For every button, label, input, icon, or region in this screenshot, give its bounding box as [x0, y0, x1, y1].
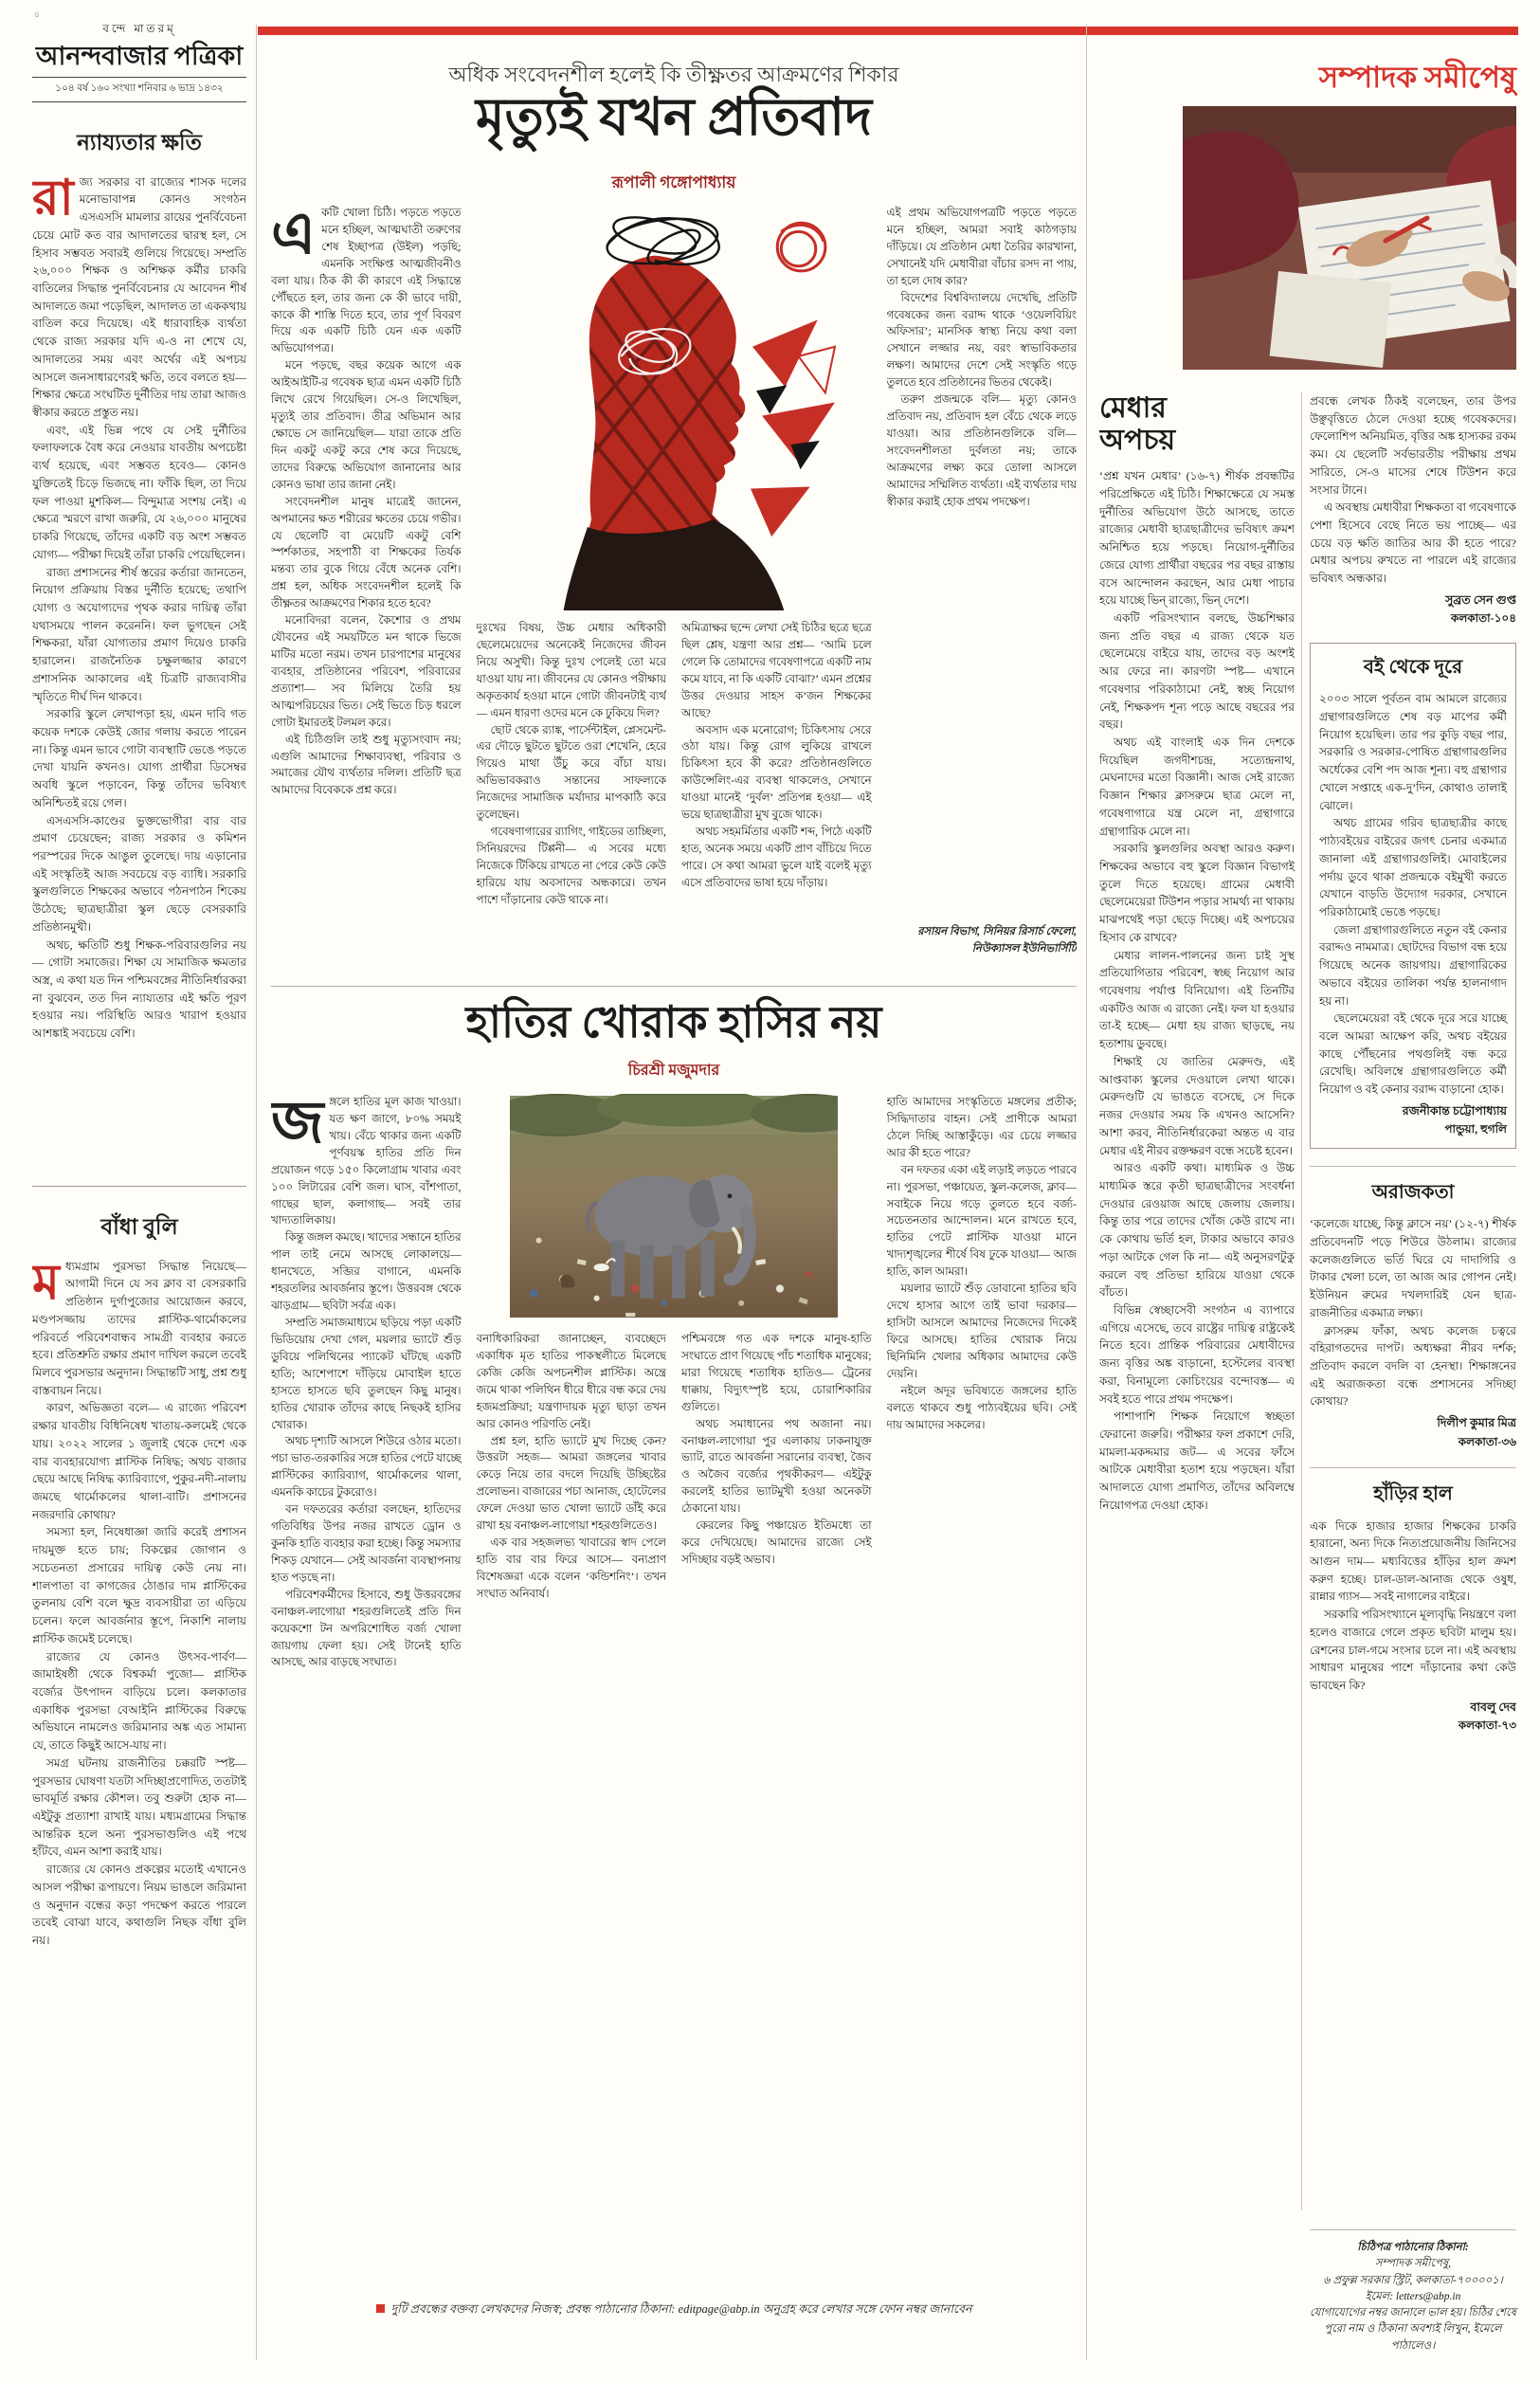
editorial-1-headline: ন্যায্যতার ক্ষতি: [77, 130, 202, 155]
letter-4-headline: হাঁড়ির হাল: [1373, 1483, 1453, 1505]
main-article-body: [271, 205, 1077, 961]
second-article-col-3: পশ্চিমবঙ্গে গত এক দশকে মানুষ-হাতি সংঘাতে প্রাণ গিয়েছে পাঁচ শতাধিক মানুষের; মারা গিয়েছে শতাধিক হাতিও— ট্রেনের ধাক্কায়, বিদ্যুৎস্পৃষ্ট হয়ে, চোরাশিকারির গুলিতে। অথচ সমাধানের পথ অজানা নয়। বনাঞ্চল-লাগোয়া পুর এলাকায় ঢাকনাযুক্ত ভ্যাট, রাতে আবর্জনা সরানোর ব্যবস্থা, জৈব ও অজৈব বর্জ্যের পৃথকীকরণ— এইটুকু করলেই হাতির ভ্যাটমুখী হওয়া অনেকটা ঠেকানো যায়। কেরলের কিছু পঞ্চায়েত ইতিমধ্যে তা করে দেখিয়েছে। আমাদের রাজ্যে সেই সদিচ্ছার বড়ই অভাব।: [681, 1332, 872, 1566]
editorial-2-body: ম ধ্যমগ্রাম পুরসভা সিদ্ধান্ত নিয়েছে— আগামী দিনে যে সব ক্লাব বা বেসরকারি প্রতিষ্ঠান দুর্গাপুজোর আয়োজন করবে, মণ্ডপসজ্জায় তাদের প্লাস্টিক-থার্মোকলের পরিবর্তে পরিবেশবান্ধব সামগ্রী ব্যবহার করতে হবে। প্রতিশ্রুতি রক্ষার প্রমাণ দাখিল করলে তবেই মিলবে পুরসভার অনুদান। সিদ্ধান্তটি সাধু, প্রশ্ন শুধু বাস্তবায়ন নিয়ে। কারণ, অভিজ্ঞতা বলে— এ রাজ্যে পরিবেশ রক্ষার যাবতীয় বিধিনিষেধ খাতায়-কলমেই থেকে যায়। ২০২২ সালের ১ জুলাই থেকে দেশে এক বার ব্যবহারযোগ্য প্লাস্টিক নিষিদ্ধ; অথচ বাজার ছেয়ে আছে নিষিদ্ধ ক্যারিব্যাগে, পুকুর-নদী-নালায় জমছে থার্মোকলের থালা-বাটি। প্রশাসনের নজরদারি কোথায়? সমস্যা হল, নিষেধাজ্ঞা জারি করেই প্রশাসন দায়মুক্ত হতে চায়; বিকল্পের জোগান ও সচেতনতা প্রসারের দায়িত্ব কেউ নেয় না। শালপাতা বা কাগজের ঠোঙার দাম প্লাস্টিকের তুলনায় বেশি বলে ক্ষুদ্র ব্যবসায়ীরা তা এড়িয়ে চলেন। ফলে আবর্জনার স্তূপে, নিকাশি নালায় প্লাস্টিক জমেই চলেছে। রাজ্যের যে কোনও উৎসব-পার্বণ— জামাইষষ্ঠী থেকে বিশ্বকর্মা পুজো— প্লাস্টিক বর্জ্যের উৎপাদন বাড়িয়ে চলে। কলকাতার একাধিক পুরসভা বেআইনি প্লাস্টিকের বিরুদ্ধে অভিযানে নামলেও জরিমানার অঙ্ক এত সামান্য যে, তাতে কিছুই আসে-যায় না। সমগ্র ঘটনায় রাজনীতির চক্করটি স্পষ্ট— পুরসভার ঘোষণা যতটা সদিচ্ছাপ্রণোদিত, ততটাই ভাবমূর্তি রক্ষার কৌশল। তবু শুরুটা হোক না— এইটুকু প্রত্যাশা রাখাই যায়। মধ্যমগ্রামের সিদ্ধান্ত আন্তরিক হলে অন্য পুরসভাগুলিও এই পথে হাঁটবে, এমন আশা করাই যায়। রাজ্যের যে কোনও প্রকল্পের মতোই এখানেও আসল পরীক্ষা রূপায়ণে। নিয়ম ভাঙলে জরিমানা ও অনুদান বন্ধের কড়া পদক্ষেপ করতে পারলে তবেই বোঝা যাবে, কথাগুলি নিছক বাঁধা বুলি নয়।: [32, 1257, 246, 1947]
main-article-byline: রূপালী গঙ্গোপাধ্যায়: [611, 173, 736, 191]
main-article-dropcap: এ: [271, 205, 317, 266]
letters-column-b: [1310, 392, 1516, 2210]
page-folio: ৪: [34, 9, 40, 19]
letter-2-place: পান্ডুয়া, হুগলি: [1444, 1122, 1507, 1136]
main-article-headline: মৃত্যুই যখন প্রতিবাদ: [475, 88, 872, 146]
second-article-col-2: বনাধিকারিকরা জানাচ্ছেন, ব্যবচ্ছেদে একাধিক মৃত হাতির পাকস্থলীতে মিলেছে কেজি কেজি অপচনশীল প্লাস্টিক। অন্ত্রে জমে থাকা পলিথিন ধীরে ধীরে বন্ধ করে দেয় হজমপ্রক্রিয়া; যন্ত্রণাদায়ক মৃত্যু ছাড়া তখন আর কোনও পরিণতি নেই। প্রশ্ন হল, হাতি ভ্যাটে মুখ দিচ্ছে কেন? উত্তরটা সহজ— আমরা জঙ্গলের খাবার কেড়ে নিয়ে তার বদলে দিয়েছি উচ্ছিষ্টের প্রলোভন। বাজারের পচা আনাজ, হোটেলের ফেলে দেওয়া ভাত খোলা ভ্যাটে ডাঁই করে রাখা হয় বনাঞ্চল-লাগোয়া শহরগুলিতেও। এক বার সহজলভ্য খাবারের স্বাদ পেলে হাতি বার বার ফিরে আসে— বন্যপ্রাণ বিশেষজ্ঞরা একে বলেন ‘কন্ডিশনিং’। তখন সংঘাত অনিবার্য।: [476, 1332, 666, 1600]
column-rule-left: [256, 25, 257, 2360]
masthead-motto: বন্দে মাতরম্: [102, 22, 176, 35]
editorial-2-headline: বাঁধা বুলি: [100, 1214, 178, 1239]
exam-checking-photo: [1183, 106, 1516, 370]
second-article-headline: হাতির খোরাক হাসির নয়: [465, 998, 882, 1046]
letter-2-body: ২০০৩ সালে পূর্বতন বাম আমলে রাজ্যের গ্রন্থাগারগুলিতে শেষ বড় মাপের কর্মী নিয়োগ হয়েছিল। তার পর কুড়ি বছর পার, সরকারি ও সরকার-পোষিত গ্রন্থাগারগুলির অর্ধেকের বেশি পদ আজ শূন্য। বহু গ্রন্থাগার খোলে সপ্তাহে এক-দু’দিন, কোথাও তালাই ঝোলে। অথচ গ্রামের গরিব ছাত্রছাত্রীর কাছে পাঠ্যবইয়ের বাইরের জগৎ চেনার একমাত্র জানালা এই গ্রন্থাগারগুলিই। মোবাইলের পর্দায় ডুবে থাকা প্রজন্মকে বইমুখী করতে যেখানে বাড়তি উদ্যোগ দরকার, সেখানে পরিকাঠামোই ভেঙে পড়ছে। জেলা গ্রন্থাগারগুলিতে নতুন বই কেনার বরাদ্দও নামমাত্র। ছোটদের বিভাগ বন্ধ হয়ে গিয়েছে অনেক জায়গায়। গ্রন্থাগারিকের অভাবে বইয়ের তালিকা পর্যন্ত হালনাগাদ হয় না। ছেলেমেয়েরা বই থেকে দূরে সরে যাচ্ছে বলে আমরা আক্ষেপ করি, অথচ বইয়ের কাছে পৌঁছনোর পথগুলিই বন্ধ করে রেখেছি। অবিলম্বে গ্রন্থাগারগুলিতে কর্মী নিয়োগ ও বই কেনার বরাদ্দ বাড়ানো হোক।: [1319, 692, 1507, 1097]
editorial-divider: [32, 1186, 246, 1187]
column-rule-right: [1086, 25, 1087, 2360]
opinion-page-footnote: দুটি প্রবন্ধের বক্তব্য লেখকদের নিজস্ব; প্রবন্ধ পাঠানোর ঠিকানা: editpage@abp.in অনুগ্রহ করে লেখার সঙ্গে ফোন নম্বর জানাবেন: [271, 2301, 1077, 2320]
letter-4-signature: বাবলু দেব: [1470, 1700, 1516, 1714]
letter-1-signature: সুব্রত সেন গুপ্ত: [1445, 592, 1516, 607]
second-article-byline: চিরশ্রী মজুমদার: [627, 1063, 720, 1079]
letter-4-body: এক দিকে হাজার হাজার শিক্ষকের চাকরি হারানো, অন্য দিকে নিত্যপ্রয়োজনীয় জিনিসের আগুন দাম— মধ্যবিত্তের হাঁড়ির হাল ক্রমশ করুণ হচ্ছে। চাল-ডাল-আনাজ থেকে ওষুধ, রান্নার গ্যাস— সবই নাগালের বাইরে। সরকারি পরিসংখ্যানে মূল্যবৃদ্ধি নিয়ন্ত্রণে বলা হলেও বাজারে গেলে প্রকৃত ছবিটা মালুম হয়। রেশনের চাল-গমে সংসার চলে না। এই অবস্থায় সাধারণ মানুষের পাশে দাঁড়ানোর কথা কেউ ভাবছেন কি?: [1310, 1518, 1516, 1693]
letter-2-signature: রজনীকান্ত চট্টোপাধ্যায়: [1402, 1103, 1507, 1118]
elephant-garbage-photo: [510, 1094, 838, 1319]
second-article-col-1: জ ঙ্গলে হাতির মূল কাজ খাওয়া। যত ক্ষণ জাগে, ৮০% সময়ই খায়। বেঁচে থাকার জন্য একটি পূর্ণবয়স্ক হাতির প্রতি দিন প্রয়োজন গড়ে ১৫০ কিলোগ্রাম খাবার এবং ১০০ লিটারের বেশি জল। ঘাস, বাঁশপাতা, গাছের ছাল, কলাগাছ— সবই তার খাদ্যতালিকায়। কিন্তু জঙ্গল কমছে। খাদ্যের সন্ধানে হাতির পাল তাই নেমে আসছে লোকালয়ে— ধানখেতে, সব্জির বাগানে, এমনকি শহরতলির আবর্জনার স্তূপে। উত্তরবঙ্গ থেকে ঝাড়গ্রাম— ছবিটা সর্বত্র এক। সম্প্রতি সমাজমাধ্যমে ছড়িয়ে পড়া একটি ভিডিয়োয় দেখা গেল, ময়লার ভ্যাটে শুঁড় ডুবিয়ে পলিথিনের প্যাকেট ঘাঁটছে একটি হাতি; আশেপাশে দাঁড়িয়ে মোবাইল হাতে হাসতে হাসতে ছবি তুলছেন কিছু মানুষ। হাতির খোরাক তাঁদের কাছে নিছকই হাসির খোরাক। অথচ দৃশ্যটি আসলে শিউরে ওঠার মতো। পচা ভাত-তরকারির সঙ্গে হাতির পেটে যাচ্ছে প্লাস্টিকের ক্যারিব্যাগ, থার্মোকলের থালা, এমনকি কাচের টুকরোও। বন দফতরের কর্তারা বলছেন, হাতিদের গতিবিধির উপর নজর রাখতে ড্রোন ও কুনকি হাতি ব্যবহার করা হচ্ছে। কিন্তু সমস্যার শিকড় যেখানে— সেই আবর্জনা ব্যবস্থাপনায় হাত পড়ছে না। পরিবেশকর্মীদের হিসাবে, শুধু উত্তরবঙ্গের বনাঞ্চল-লাগোয়া শহরগুলিতেই প্রতি দিন কয়েকশো টন অপরিশোধিত বর্জ্য খোলা জায়গায় ফেলা হয়। সেই টানেই হাতি আসছে, আর বাড়ছে সংঘাত।: [271, 1094, 462, 1669]
editorial-1-body: রা জ্য সরকার বা রাজ্যের শাসক দলের মনোভাবাপন্ন কোনও সংগঠন এসএসসি মামলার রায়ের পুনর্বিবেচনা চেয়ে মোট কত বার আদালতের দ্বারস্থ হল, সে হিসাব সম্ভবত সবারই গুলিয়ে গিয়েছে। সম্প্রতি ২৬,০০০ শিক্ষক ও অশিক্ষক কর্মীর চাকরি বাতিলের সিদ্ধান্ত পুনর্বিবেচনার যে আবেদন শীর্ষ আদালতে জমা পড়েছিল, আদালত তা এককথায় বাতিল করে দিয়েছে। এই ধারাবাহিক ব্যর্থতা থেকে রাজ্য সরকার যদি এ-ও না শেখে যে, আদালতের সময় এবং অর্থের এই অপচয় আসলে জনসাধারণেরই ক্ষতি, তবে বলতে হয়— শিক্ষার ক্ষেত্রে সংঘটিত দুর্নীতির দায় তারা আজও স্বীকার করতে প্রস্তুত নয়। এবং, এই ভিন্ন পথে যে সেই দুর্নীতির ফলাফলকে বৈধ করে নেওয়ার যাবতীয় অপচেষ্টা ব্যর্থ হয়েছে, এবং সম্ভবত হবেও— কোনও যুক্তিতেই চিড়ে ভিজছে না। ফাঁকি ছিল, তা দিয়ে ফল পাওয়া মুশকিল— বিন্দুমাত্র সংশয় নেই। এ ক্ষেত্রে স্মরণে রাখা জরুরি, যে ২৬,০০০ মানুষের চাকরি গিয়েছে, তাঁদের একটি বড় অংশ সম্ভবত যোগ্য— পরীক্ষা দিয়েই তাঁরা চাকরি পেয়েছিলেন। রাজ্য প্রশাসনের শীর্ষ স্তরের কর্তারা জানতেন, নিয়োগ প্রক্রিয়ায় বিস্তর দুর্নীতি হয়েছে; তথাপি যোগ্য ও অযোগ্যদের পৃথক করার দায়িত্ব তাঁরা যথাসময়ে পালন করেননি। ফল ভুগছেন সেই শিক্ষকরা, যাঁরা যোগ্যতার প্রমাণ দিয়েও চাকরি হারালেন। রাজনৈতিক চক্ষুলজ্জার কারণে প্রশাসনিক আকালের এই চিত্রটি রাজ্যবাসীর স্মৃতিতে দীর্ঘ দিন থাকবে। সরকারি স্কুলে লেখাপড়া হয়, এমন দাবি গত কয়েক দশকে কেউই জোর গলায় করতে পারেন না। কিন্তু এমন ভাবে গোটা ব্যবস্থাটি ভেঙে পড়তে দেখা যায়নি কখনও। যোগ্য প্রার্থীরা ডিসেম্বর অবধি স্কুলে পড়াবেন, কিন্তু তাঁদের ভবিষ্যৎ অনিশ্চিতই রয়ে গেল। এসএসসি-কাণ্ডের ভুক্তভোগীরা বার বার প্রমাণ চেয়েছেন; রাজ্য সরকার ও কমিশন পরস্পরের দিকে আঙুল তুলেছে। দায় এড়ানোর এই সংস্কৃতিই আজ সবচেয়ে বড় ব্যাধি। সরকারি স্কুলগুলিতে শিক্ষকের অভাবে পঠনপাঠন শিকেয় উঠেছে; ছাত্রছাত্রীরা স্কুল ছেড়ে বেসরকারি প্রতিষ্ঠানমুখী। অথচ, ক্ষতিটি শুধু শিক্ষক-পরিবারগুলির নয়— গোটা সমাজের। শিক্ষা যে সামাজিক ক্ষমতার অস্ত্র, এ কথা যত দিন পশ্চিমবঙ্গের নীতিনির্ধারকরা না বুঝবেন, তত দিন ন্যায্যতার এই ক্ষতি পূরণ হওয়ার নয়। পরিস্থিতি আরও খারাপ হওয়ার আশঙ্কাই সবচেয়ে বেশি।: [32, 173, 246, 1041]
red-square-bullet: [376, 2304, 385, 2313]
main-article-col-3: অমিত্রাক্ষর ছন্দে লেখা সেই চিঠির ছত্রে ছত্রে ছিল শ্লেষ, যন্ত্রণা আর প্রশ্ন— ‘আমি চলে গেলে কি তোমাদের গবেষণাপত্রে একটি নাম কমে যাবে, না কি একটি বোঝা?’ এমন প্রশ্নের উত্তর দেওয়ার সাহস ক’জন শিক্ষকের আছে? অবসাদ এক মনোরোগ; চিকিৎসায় সেরে ওঠা যায়। কিন্তু রোগ লুকিয়ে রাখলে চিকিৎসা হবে কী করে? প্রতিষ্ঠানগুলিতে কাউন্সেলিং-এর ব্যবস্থা থাকলেও, সেখানে যাওয়া মানেই ‘দুর্বল’ প্রতিপন্ন হওয়া— এই ভয়ে ছাত্রছাত্রীরা মুখ বুজে থাকে। অথচ সহমর্মিতার একটি শব্দ, পিঠে একটি হাত, অনেক সময়ে একটি প্রাণ বাঁচিয়ে দিতে পারে। সে কথা আমরা ভুলে যাই বলেই মৃত্যু এসে প্রতিবাদের ভাষা হয়ে দাঁড়ায়।: [681, 621, 872, 889]
letter-4-place: কলকাতা-৭৩: [1458, 1718, 1516, 1733]
letter-4: [1310, 1467, 1516, 1735]
second-article-dropcap: জ: [271, 1094, 324, 1155]
letter-1-place: কলকাতা-১০৪: [1450, 611, 1516, 626]
letter-3-place: কলকাতা-৩৬: [1458, 1434, 1516, 1448]
editorial-1-dropcap: রা: [32, 173, 74, 226]
editorial-2-dropcap: ম: [32, 1257, 60, 1310]
second-article-body: [271, 1094, 1077, 2281]
letter-3: [1310, 1166, 1516, 1450]
main-article-col-2: দুঃখের বিষয়, উচ্চ মেধার অধিকারী ছেলেমেয়েদের অনেকেই নিজেদের জীবন নিয়ে অসুখী। কিন্তু দুঃখ পেলেই তো মরে যাওয়া যায় না। জীবনের যে কোনও পরীক্ষায় অকৃতকার্য হওয়া মানে গোটা জীবনটাই ব্যর্থ— এমন ধারণা ওদের মনে কে ঢুকিয়ে দিল? ছোট থেকে র‌্যাঙ্ক, পার্সেন্টাইল, প্লেসমেন্ট-এর দৌড়ে ছুটতে ছুটতে ওরা শেখেনি, হেরে গিয়েও মাথা উঁচু করে বাঁচা যায়। অভিভাবকরাও সন্তানের সাফল্যকে নিজেদের সামাজিক মর্যাদার মাপকাঠি করে তুলেছেন। গবেষণাগারের র‌্যাগিং, গাইডের তাচ্ছিল্য, সিনিয়রদের টিপ্পনী— এ সবের মধ্যে নিজেকে টিকিয়ে রাখতে না পেরে কেউ কেউ হারিয়ে যায় অবসাদের অন্ধকারে। তখন পাশে দাঁড়ানোর কেউ থাকে না।: [476, 621, 666, 906]
main-article-kicker: অধিক সংবেদনশীল হলেই কি তীক্ষ্ণতর আক্রমণের শিকার: [448, 63, 899, 86]
letter-1-headline: মেধার অপচয়: [1099, 392, 1176, 456]
letter-3-signature: দিলীপ কুমার মিত্র: [1437, 1416, 1516, 1430]
letter-2-headline: বই থেকে দূরে: [1363, 657, 1463, 679]
letter-1-body-a: ‘প্রশ্ন যখন মেধার’ (১৬-৭) শীর্ষক প্রবন্ধটির পরিপ্রেক্ষিতে এই চিঠি। শিক্ষাক্ষেত্রে যে সমস্ত দুর্নীতির অভিযোগ উঠে আসছে, তাতে রাজ্যের মেধাবী ছাত্রছাত্রীদের ভবিষ্যৎ ক্রমশ অনিশ্চিত হয়ে পড়ছে। নিয়োগ-দুর্নীতির জেরে যোগ্য প্রার্থীরা বছরের পর বছর রাস্তায় বসে আন্দোলন করছেন, আর মেধা পাচার হয়ে যাচ্ছে ভিন্ রাজ্যে, ভিন্ দেশে। একটি পরিসংখ্যান বলছে, উচ্চশিক্ষার জন্য প্রতি বছর এ রাজ্য থেকে যত ছেলেমেয়ে বাইরে যায়, তাদের বড় অংশই আর ফেরে না। কারণটা স্পষ্ট— এখানে গবেষণার পরিকাঠামো নেই, স্বচ্ছ নিয়োগ নেই, শিক্ষকপদ শূন্য পড়ে আছে বছরের পর বছর। অথচ এই বাংলাই এক দিন দেশকে দিয়েছিল জগদীশচন্দ্র, সত্যেন্দ্রনাথ, মেঘনাদের মতো বিজ্ঞানী। আজ সেই রাজ্যে বিজ্ঞান শিক্ষার ক্লাসরুমে ছাত্র মেলে না, গবেষণাগারে যন্ত্র মেলে না, গ্রন্থাগারে গ্রন্থা‌গারিক মেলে না। সরকারি স্কুলগুলির অবস্থা আরও করুণ। শিক্ষকের অভাবে বহু স্কুলে বিজ্ঞান বিভাগই তুলে দিতে হয়েছে। গ্রামের মেধাবী ছেলেমেয়েরা টিউশন পড়ার সামর্থ্য না থাকায় মাঝপথেই পড়া ছেড়ে দিচ্ছে। এই অপচয়ের হিসাব কে রাখবে? মেধার লালন-পালনের জন্য চাই সুস্থ প্রতিযোগিতার পরিবেশ, স্বচ্ছ নিয়োগ আর গবেষণায় পর্যাপ্ত বিনিয়োগ। এই তিনটির একটিও আজ এ রাজ্যে নেই। ফল যা হওয়ার তা-ই হচ্ছে— মেধা হয় রাজ্য ছাড়ছে, নয় হতাশায় ডুবছে। শিক্ষাই যে জাতির মেরুদণ্ড, এই আপ্তবাক্য স্কুলের দেওয়ালে লেখা থাকে। মেরুদণ্ডটি যে ভাঙতে বসেছে, সে দিকে নজর দেওয়ার সময় কি এখনও আসেনি? আশা করব, নীতিনির্ধারকেরা অন্তত এ বার মেধার এই নীরব রক্তক্ষরণ বন্ধে সচেষ্ট হবেন। আরও একটি কথা। মাধ্যমিক ও উচ্চ মাধ্যমিক স্তরে কৃতী ছাত্রছাত্রীদের সংবর্ধনা দেওয়ার রেওয়াজ আছে জেলায় জেলায়। কিন্তু তার পরে তাদের খোঁজ কেউ রাখে না। কে কোথায় ভর্তি হল, টাকার অভাবে কারও পড়া আটকে গেল কি না— এই অনুসরণটুকু করলে বহু প্রতিভা হারিয়ে যাওয়া থেকে বাঁচত। বিভিন্ন স্বেচ্ছাসেবী সংগঠন এ ব্যাপারে এগিয়ে এসেছে, তবে রাষ্ট্রের দায়িত্ব রাষ্ট্রকেই নিতে হবে। প্রান্তিক পরিবারের মেধাবীদের জন্য বৃত্তির অঙ্ক বাড়ানো, হস্টেলের ব্যবস্থা করা, বিনামূল্যে কোচিংয়ের বন্দোবস্ত— এ সবই হতে পারে প্রথম পদক্ষেপ। পাশাপাশি শিক্ষক নিয়োগে স্বচ্ছতা ফেরানো জরুরি। পরীক্ষার ফল প্রকাশে দেরি, মামলা-মকদ্দমার জট— এ সবের ফাঁসে আটকে মেধাবীরা হতাশ হয়ে পড়ছেন। যাঁরা আদালতে যোগ্য প্রমাণিত, তাঁদের অবিলম্বে নিয়োগপত্র দেওয়া হোক।: [1099, 469, 1295, 1512]
left-editorial-column: [32, 9, 246, 2357]
masthead-dateline: ১০৪ বর্ষ ১৬০ সংখ্যা শনিবার ৬ ভাদ্র ১৪৩২: [32, 77, 246, 102]
letters-column-rule: [1301, 392, 1302, 2210]
masthead-title: আনন্দবাজার পত্রিকা: [35, 42, 244, 70]
author-credit: রসায়ন বিভাগ, সিনিয়র রিসার্চ ফেলো, নিউক্যাসল ইউনিভার্সিটি: [917, 926, 1077, 955]
letter-3-headline: অরাজকতা: [1371, 1182, 1455, 1204]
letters-address-block: চিঠিপত্র পাঠানোর ঠিকানা: সম্পাদক সমীপেষু, ৬ প্রফুল্ল সরকার স্ট্রিট, কলকাতা-৭০০০০১। ইমেল: letters@abp.in যোগাযোগের নম্বর জানালে ভাল হয়। চিঠির শেষে পুরো নাম ও ঠিকানা অবশ্যই লিখুন, ইমেলে পাঠালেও।: [1310, 2229, 1516, 2355]
article-divider-rule: [271, 986, 1077, 987]
main-article-col-1: এ কটি খোলা চিঠি। পড়তে পড়তে মনে হচ্ছিল, আত্মঘাতী তরুণের শেষ ইচ্ছাপত্র (উইল) পড়ছি; এমনকি সংক্ষিপ্ত আত্মজীবনীও বলা যায়। ঠিক কী কী কারণে এই সিদ্ধান্তে পৌঁছতে হল, তার জন্য কে কী ভাবে দায়ী, কাকে কী শাস্তি দিতে হবে, তার পূর্ণ বিবরণ দিয়ে এক একটি চিঠি যেন এক একটি অভিযোগপত্র। মনে পড়ছে, বছর কয়েক আগে এক আইআইটি-র গবেষক ছাত্র এমন একটি চিঠি লিখে রেখে গিয়েছিল। সে-ও লিখেছিল, মৃত্যুই তার প্রতিবাদ। তীব্র অভিমান আর ক্ষোভে সে জানিয়েছিল— যারা তাকে প্রতি দিন একটু একটু করে শেষ করে দিয়েছে, তাদের বিরুদ্ধে অভিযোগ জানানোর আর কোনও ভাষা তার জানা নেই। সংবেদনশীল মানুষ মাত্রেই জানেন, অপমানের ক্ষত শরীরের ক্ষতের চেয়ে গভীর। যে ছেলেটি বা মেয়েটি একটু বেশি স্পর্শকাতর, সহপাঠী বা শিক্ষকের তির্যক মন্তব্য তার বুকে গিয়ে বেঁধে অনেক বেশি। প্রশ্ন হল, অধিক সংবেদনশীল হলেই কি তীক্ষ্ণতর আক্রমণের শিকার হতে হবে? মনোবিদরা বলেন, কৈশোর ও প্রথম যৌবনের এই সময়টিতে মন থাকে ভিজে মাটির মতো নরম। তখন চারপাশের মানুষের ব্যবহার, প্রতিষ্ঠানের পরিবেশ, পরিবারের প্রত্যাশা— সব মিলিয়ে তৈরি হয় আত্মপরিচয়ের ভিত। সেই ভিতে চিড় ধরলে গোটা ইমারতই টলমল করে। এই চিঠিগুলি তাই শুধু মৃত্যুসংবাদ নয়; এগুলি আমাদের শিক্ষাব্যবস্থা, পরিবার ও সমাজের যৌথ ব্যর্থতার দলিল। প্রতিটি ছত্র আমাদের বিবেককে প্রশ্ন করে।: [271, 205, 462, 797]
letter-1-body-b: প্রবন্ধে লেখক ঠিকই বলেছেন, তার উপর উঞ্ছবৃত্তিতে ঠেলে দেওয়া হচ্ছে গবেষকদের। ফেলোশিপ অনিয়মিত, বৃত্তির অঙ্ক হাস্যকর রকম কম। যে ছেলেটি সর্বভারতীয় পরীক্ষায় প্রথম সারিতে, সে-ও মাসের শেষে টিউশন করে সংসার টানে। এ অবস্থায় মেধাবীরা শিক্ষকতা বা গবেষণাকে পেশা হিসেবে বেছে নিতে ভয় পাচ্ছে— এর চেয়ে বড় ক্ষতি জাতির আর কী হতে পারে? মেধার অপচয় রুখতে না পারলে এই রাজ্যের ভবিষ্যৎ অন্ধকার।: [1310, 394, 1516, 586]
head-profile-illustration: [510, 203, 838, 610]
letters-column-a: [1099, 392, 1295, 2341]
letters-section-title: সম্পাদক সমীপেষু: [1318, 61, 1516, 94]
letter-3-body: ‘কলেজে যাচ্ছে, কিন্তু ক্লাসে নয়’ (১২-৭) শীর্ষক প্রতিবেদনটি পড়ে শিউরে উঠলাম। রাজ্যের কলেজগুলিতে ভর্তি ঘিরে যে দাদাগিরি ও টাকার খেলা চলে, তা আজ আর গোপন নেই। ইউনিয়ন রুমের দখলদারিই যেন ছাত্র-রাজনীতির একমাত্র লক্ষ্য। ক্লাসরুম ফাঁকা, অথচ কলেজ চত্বরে বহিরাগতদের দাপট। অধ্যক্ষরা নীরব দর্শক; প্রতিবাদ করলে বদলি বা হেনস্থা। শিক্ষাঙ্গনের এই অরাজকতা বন্ধে প্রশাসনের সদিচ্ছা কোথায়?: [1310, 1217, 1516, 1409]
main-article-col-4: এই প্রথম অভিযোগপত্রটি পড়তে পড়তে মনে হচ্ছিল, আমরা সবাই কাঠগড়ায় দাঁড়িয়ে। যে প্রতিষ্ঠান মেধা তৈরির কারখানা, সেখানেই যদি মেধাবীরা বাঁচার রসদ না পায়, তা হলে দোষ কার? বিদেশের বিশ্ববিদ্যালয়ে দেখেছি, প্রতিটি গবেষকের জন্য বরাদ্দ থাকে ‘ওয়েলবিয়িং অফিসার’; মানসিক স্বাস্থ্য নিয়ে কথা বলা সেখানে লজ্জার নয়, বরং স্বাভাবিকতার লক্ষণ। আমাদের দেশে সেই সংস্কৃতি গড়ে তুলতে হবে প্রতিষ্ঠানের ভিতর থেকেই। তরুণ প্রজন্মকে বলি— মৃত্যু কোনও প্রতিবাদ নয়, প্রতিবাদ হল বেঁচে থেকে লড়ে যাওয়া। আর প্রতিষ্ঠানগুলিকে বলি— সংবেদনশীলতা দুর্বলতা নয়; তাকে আক্রমণের লক্ষ্য করে তোলা আসলে আমাদের সম্মিলিত ব্যর্থতা। এই ব্যর্থতার দায় স্বীকার করাই হোক প্রথম পদক্ষেপ। রসায়ন বিভাগ, সিনিয়র রিসার্চ ফেলো, নিউক্যাসল ইউনিভার্সিটি: [887, 205, 1078, 961]
letter-2-box: [1310, 643, 1516, 1149]
top-red-rule: [258, 27, 1518, 35]
second-article-col-4: হাতি আমাদের সংস্কৃতিতে মঙ্গলের প্রতীক; সিদ্ধিদাতার বাহন। সেই প্রাণীকে আমরা ঠেলে দিচ্ছি আস্তাকুঁড়ে। এর চেয়ে লজ্জার আর কী হতে পারে? বন দফতর একা এই লড়াই লড়তে পারবে না। পুরসভা, পঞ্চায়েত, স্কুল-কলেজ, ক্লাব— সবাইকে নিয়ে গড়ে তুলতে হবে বর্জ্য-সচেতনতার আন্দোলন। মনে রাখতে হবে, হাতির পেটে প্লাস্টিক যাওয়া মানে খাদ্যশৃঙ্খলের শীর্ষে বিষ ঢুকে যাওয়া— আজ হাতি, কাল আমরা। ময়লার ভ্যাটে শুঁড় ডোবানো হাতির ছবি দেখে হাসার আগে তাই ভাবা দরকার— হাসিটা আসলে আমাদের নিজেদের দিকেই ফিরে আসছে। হাতির খোরাক নিয়ে ছিনিমিনি খেলার অধিকার আমাদের কেউ দেয়নি। নইলে অদূর ভবিষ্যতে জঙ্গলের হাতি বলতে থাকবে শুধু পাঠ্যবইয়ের ছবি। সেই দায় আমাদের সকলের।: [886, 1095, 1077, 1431]
